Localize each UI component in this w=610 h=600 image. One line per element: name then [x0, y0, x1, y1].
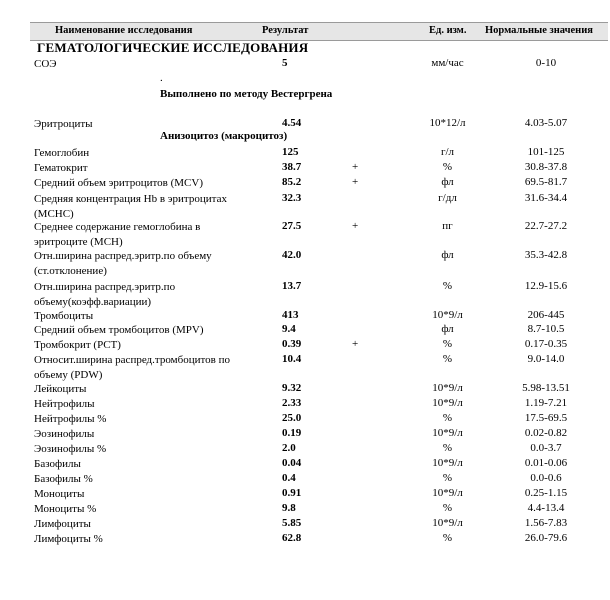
unit: г/дл — [438, 192, 457, 204]
reference-range: 17.5-69.5 — [524, 412, 568, 424]
unit: % — [442, 472, 453, 484]
result-value: 2.0 — [282, 442, 296, 454]
unit: 10*9/л — [432, 309, 463, 321]
result-value: 5.85 — [282, 517, 302, 529]
test-name: Тромбокрит (PCT) — [34, 339, 121, 351]
reference-range: 5.98-13.51 — [522, 382, 570, 394]
result-value: 10.4 — [282, 353, 302, 365]
reference-range: 0-10 — [535, 57, 557, 69]
reference-range: 31.6-34.4 — [524, 192, 568, 204]
result-value: 32.3 — [282, 192, 302, 204]
note-dot: . — [160, 72, 163, 84]
test-name: Средняя концентрация Hb в эритроцитах (MCHC) — [34, 193, 227, 220]
unit: пг — [442, 220, 453, 232]
result-value: 9.4 — [282, 323, 296, 335]
test-name: Эозинофилы % — [34, 443, 107, 455]
test-name: Нейтрофилы % — [34, 413, 107, 425]
note-method: Выполнено по методу Вестергрена — [160, 88, 333, 100]
unit: % — [442, 532, 453, 544]
reference-range: 101-125 — [527, 146, 565, 158]
unit: фл — [441, 323, 454, 335]
test-name: Средний объем тромбоцитов (MPV) — [34, 324, 204, 336]
reference-range: 206-445 — [527, 309, 565, 321]
reference-range: 1.19-7.21 — [524, 397, 568, 409]
test-name: Эозинофилы — [34, 428, 95, 440]
reference-range: 0.25-1.15 — [524, 487, 568, 499]
test-name: Нейтрофилы — [34, 398, 95, 410]
unit: г/л — [440, 146, 455, 158]
test-name: Тромбоциты — [34, 310, 94, 322]
test-name: СОЭ — [34, 58, 57, 70]
test-name: Среднее содержание гемоглобина в эритроците (MCH) — [34, 221, 201, 248]
result-value: 9.8 — [282, 502, 296, 514]
header-result: Результат — [262, 25, 309, 36]
test-name: Эритроциты — [34, 118, 93, 130]
header-name: Наименование исследования — [55, 25, 193, 36]
result-value: 2.33 — [282, 397, 302, 409]
reference-range: 30.8-37.8 — [524, 161, 568, 173]
result-value: 0.4 — [282, 472, 296, 484]
test-name: Средний объем эритроцитов (MCV) — [34, 177, 204, 189]
unit: 10*9/л — [432, 517, 463, 529]
reference-range: 1.56-7.83 — [524, 517, 568, 529]
deviation-flag: + — [352, 338, 359, 350]
unit: % — [442, 161, 453, 173]
test-name: Гематокрит — [34, 162, 88, 174]
reference-range: 0.17-0.35 — [524, 338, 568, 350]
unit: 10*9/л — [432, 397, 463, 409]
unit: 10*9/л — [432, 457, 463, 469]
reference-range: 4.03-5.07 — [524, 117, 568, 129]
deviation-flag: + — [352, 220, 359, 232]
result-value: 0.19 — [282, 427, 302, 439]
result-value: 0.91 — [282, 487, 302, 499]
unit: % — [442, 338, 453, 350]
unit: 10*9/л — [432, 487, 463, 499]
test-name: Моноциты — [34, 488, 85, 500]
unit: мм/час — [431, 57, 464, 69]
test-name: Лимфоциты % — [34, 533, 103, 545]
reference-range: 26.0-79.6 — [524, 532, 568, 544]
section-title: ГЕМАТОЛОГИЧЕСКИЕ ИССЛЕДОВАНИЯ — [37, 40, 309, 55]
unit: 10*9/л — [432, 427, 463, 439]
result-value: 27.5 — [282, 220, 302, 232]
result-value: 0.04 — [282, 457, 302, 469]
reference-range: 22.7-27.2 — [524, 220, 568, 232]
note-anisocytosis: Анизоцитоз (макроцитоз) — [160, 130, 288, 142]
result-value: 5 — [282, 57, 288, 69]
reference-range: 9.0-14.0 — [527, 353, 565, 365]
reference-range: 0.0-3.7 — [530, 442, 562, 454]
result-value: 42.0 — [282, 249, 302, 261]
unit: фл — [441, 249, 454, 261]
unit: 10*9/л — [432, 382, 463, 394]
test-name: Гемоглобин — [34, 147, 90, 159]
unit: % — [442, 442, 453, 454]
header-unit: Ед. изм. — [429, 25, 467, 36]
test-name: Базофилы % — [34, 473, 93, 485]
reference-range: 35.3-42.8 — [524, 249, 568, 261]
test-name: Отн.ширина распред.эритр.по объему(коэфф.вариации) — [34, 281, 176, 308]
unit: фл — [441, 176, 454, 188]
test-name: Относит.ширина распред.тромбоцитов по объему (PDW) — [34, 354, 230, 381]
result-value: 13.7 — [282, 280, 302, 292]
unit: % — [442, 353, 453, 365]
header-norm: Нормальные значения — [485, 25, 593, 36]
test-name: Базофилы — [34, 458, 81, 470]
unit: % — [442, 502, 453, 514]
test-name: Отн.ширина распред.эритр.по объему (ст.отклонение) — [34, 250, 212, 277]
result-value: 62.8 — [282, 532, 302, 544]
unit: % — [442, 280, 453, 292]
reference-range: 12.9-15.6 — [524, 280, 568, 292]
test-name: Лимфоциты — [34, 518, 91, 530]
reference-range: 4.4-13.4 — [527, 502, 565, 514]
reference-range: 8.7-10.5 — [527, 323, 565, 335]
result-value: 25.0 — [282, 412, 302, 424]
result-value: 9.32 — [282, 382, 302, 394]
result-value: 85.2 — [282, 176, 302, 188]
table-header — [30, 22, 608, 41]
deviation-flag: + — [352, 161, 359, 173]
result-value: 413 — [282, 309, 299, 321]
reference-range: 0.01-0.06 — [524, 457, 568, 469]
test-name: Лейкоциты — [34, 383, 87, 395]
result-value: 0.39 — [282, 338, 302, 350]
unit: % — [442, 412, 453, 424]
result-value: 125 — [282, 146, 299, 158]
result-value: 4.54 — [282, 117, 302, 129]
reference-range: 0.02-0.82 — [524, 427, 568, 439]
reference-range: 0.0-0.6 — [530, 472, 562, 484]
reference-range: 69.5-81.7 — [524, 176, 568, 188]
test-name: Моноциты % — [34, 503, 97, 515]
unit: 10*12/л — [429, 117, 466, 129]
deviation-flag: + — [352, 176, 359, 188]
result-value: 38.7 — [282, 161, 302, 173]
